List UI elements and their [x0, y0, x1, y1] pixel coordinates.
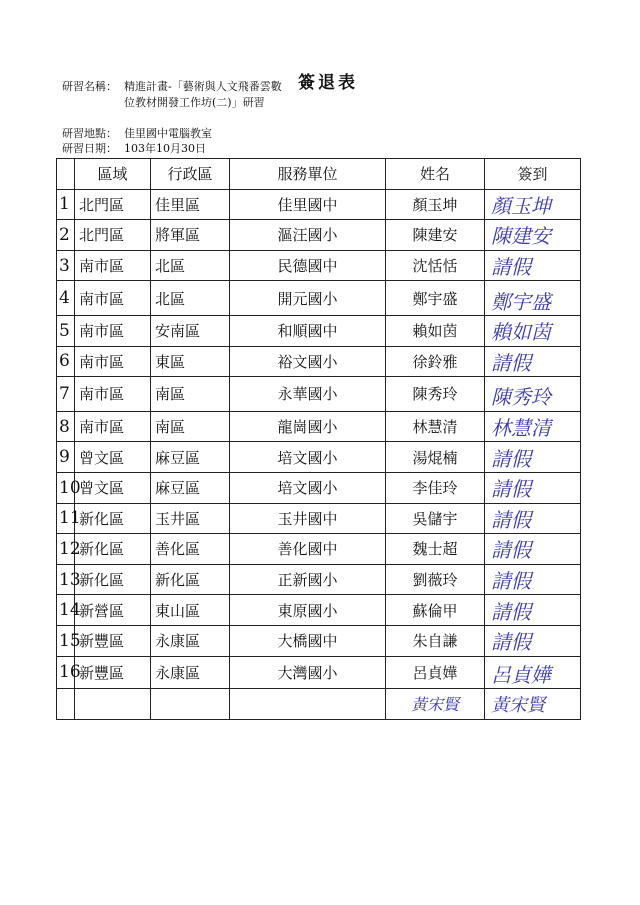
row-number: 7: [57, 377, 75, 412]
name-cell: 鄭宇盛: [386, 281, 485, 316]
signature-cell: 呂貞嬅: [485, 656, 581, 689]
district-cell: 善化區: [151, 534, 230, 565]
course-date: [62, 142, 206, 156]
table-row: [57, 534, 581, 565]
row-number: 10: [57, 472, 75, 503]
name-cell: 李佳玲: [386, 472, 485, 503]
name-cell: 呂貞嬅: [386, 656, 485, 689]
name-cell: 林慧清: [386, 411, 485, 442]
area-cell: 曾文區: [75, 442, 151, 473]
col-header-name: 姓名: [386, 159, 485, 190]
empty-cell: [151, 689, 230, 720]
name-cell: 徐鈴雅: [386, 346, 485, 377]
signature-cell: 陳秀玲: [485, 377, 581, 412]
unit-cell: 正新國小: [230, 564, 386, 595]
signature-cell: 請假: [485, 346, 581, 377]
table-row: [57, 281, 581, 316]
row-number: 1: [57, 189, 75, 220]
district-cell: 北區: [151, 281, 230, 316]
table-row: [57, 411, 581, 442]
name-cell: 朱自謙: [386, 625, 485, 656]
table-header-row: [57, 159, 581, 190]
row-number: 4: [57, 281, 75, 316]
course-date-value: 103年10月30日: [124, 142, 206, 155]
unit-cell: 東原國小: [230, 595, 386, 626]
signout-table: [56, 158, 581, 720]
district-cell: 北區: [151, 250, 230, 281]
table-row: [57, 564, 581, 595]
signature-cell: 請假: [485, 595, 581, 626]
empty-cell: [230, 689, 386, 720]
district-cell: 佳里區: [151, 189, 230, 220]
table-row: [57, 472, 581, 503]
course-name-label: 研習名稱：: [62, 80, 117, 93]
area-cell: 南市區: [75, 411, 151, 442]
row-number: 8: [57, 411, 75, 442]
course-name-line2: 位教材開發工作坊(二)」研習: [124, 96, 265, 109]
area-cell: 北門區: [75, 189, 151, 220]
col-header-area: 區域: [75, 159, 151, 190]
unit-cell: 大灣國小: [230, 656, 386, 689]
empty-cell: [57, 689, 75, 720]
unit-cell: 永華國小: [230, 377, 386, 412]
course-date-label: 研習日期：: [62, 142, 117, 155]
name-cell: 賴如茵: [386, 315, 485, 346]
unit-cell: 開元國小: [230, 281, 386, 316]
area-cell: 南市區: [75, 315, 151, 346]
district-cell: 麻豆區: [151, 472, 230, 503]
area-cell: 南市區: [75, 281, 151, 316]
area-cell: 新豐區: [75, 625, 151, 656]
unit-cell: 大橋國中: [230, 625, 386, 656]
signature-cell: 鄭宇盛: [485, 281, 581, 316]
row-number: 9: [57, 442, 75, 473]
col-header-unit: 服務單位: [230, 159, 386, 190]
table-row: [57, 250, 581, 281]
unit-cell: 民德國中: [230, 250, 386, 281]
row-number: 14: [57, 595, 75, 626]
col-header-number: [57, 159, 75, 190]
table-row: [57, 656, 581, 689]
row-number: 5: [57, 315, 75, 346]
table-row: [57, 442, 581, 473]
area-cell: 南市區: [75, 346, 151, 377]
area-cell: 北門區: [75, 220, 151, 251]
unit-cell: 培文國小: [230, 472, 386, 503]
row-number: 13: [57, 564, 75, 595]
unit-cell: 龍崗國小: [230, 411, 386, 442]
district-cell: 麻豆區: [151, 442, 230, 473]
row-number: 12: [57, 534, 75, 565]
col-header-sign: 簽到: [485, 159, 581, 190]
unit-cell: 培文國小: [230, 442, 386, 473]
table-row: [57, 346, 581, 377]
page-title: 簽退表: [298, 73, 358, 93]
area-cell: 南市區: [75, 377, 151, 412]
row-number: 3: [57, 250, 75, 281]
signature-cell: 請假: [485, 442, 581, 473]
table-row: [57, 315, 581, 346]
district-cell: 將軍區: [151, 220, 230, 251]
unit-cell: 玉井國中: [230, 503, 386, 534]
name-cell: 魏士超: [386, 534, 485, 565]
name-cell: 顏玉坤: [386, 189, 485, 220]
name-cell: 吳儲宇: [386, 503, 485, 534]
signature-cell: 請假: [485, 472, 581, 503]
area-cell: 曾文區: [75, 472, 151, 503]
district-cell: 安南區: [151, 315, 230, 346]
district-cell: 玉井區: [151, 503, 230, 534]
district-cell: 東山區: [151, 595, 230, 626]
signature-cell: 請假: [485, 250, 581, 281]
col-header-district: 行政區: [151, 159, 230, 190]
name-cell: 陳秀玲: [386, 377, 485, 412]
signature-cell: 賴如茵: [485, 315, 581, 346]
course-place: [62, 127, 212, 141]
table-row: [57, 189, 581, 220]
district-cell: 東區: [151, 346, 230, 377]
district-cell: 新化區: [151, 564, 230, 595]
table-row: [57, 503, 581, 534]
table-row-extra: [57, 689, 581, 720]
table-row: [57, 595, 581, 626]
empty-cell: [75, 689, 151, 720]
signature-cell: 林慧清: [485, 411, 581, 442]
signature-cell: 顏玉坤: [485, 189, 581, 220]
area-cell: 新化區: [75, 534, 151, 565]
course-name: [62, 80, 282, 94]
signature-cell: 請假: [485, 564, 581, 595]
unit-cell: 漚汪國小: [230, 220, 386, 251]
signature-cell: 請假: [485, 534, 581, 565]
signature-cell: 請假: [485, 625, 581, 656]
area-cell: 南市區: [75, 250, 151, 281]
unit-cell: 裕文國小: [230, 346, 386, 377]
course-place-label: 研習地點：: [62, 127, 117, 140]
signature-cell: 陳建安: [485, 220, 581, 251]
district-cell: 南區: [151, 411, 230, 442]
name-cell: 陳建安: [386, 220, 485, 251]
extra-signature-cell: 黃宋賢: [485, 689, 581, 720]
area-cell: 新化區: [75, 503, 151, 534]
unit-cell: 和順國中: [230, 315, 386, 346]
table-row: [57, 220, 581, 251]
unit-cell: 善化國中: [230, 534, 386, 565]
area-cell: 新化區: [75, 564, 151, 595]
course-place-value: 佳里國中電腦教室: [124, 127, 212, 140]
name-cell: 劉薇玲: [386, 564, 485, 595]
name-cell: 沈恬恬: [386, 250, 485, 281]
district-cell: 永康區: [151, 625, 230, 656]
table-row: [57, 625, 581, 656]
name-cell: 蘇倫甲: [386, 595, 485, 626]
signature-cell: 請假: [485, 503, 581, 534]
row-number: 6: [57, 346, 75, 377]
row-number: 15: [57, 625, 75, 656]
district-cell: 永康區: [151, 656, 230, 689]
row-number: 2: [57, 220, 75, 251]
course-name-line1: 精進計畫-「藝術與人文飛番雲數: [124, 80, 282, 93]
area-cell: 新豐區: [75, 656, 151, 689]
name-cell: 湯焜楠: [386, 442, 485, 473]
unit-cell: 佳里國中: [230, 189, 386, 220]
row-number: 11: [57, 503, 75, 534]
row-number: 16: [57, 656, 75, 689]
area-cell: 新營區: [75, 595, 151, 626]
extra-name-cell: 黃宋賢: [386, 689, 485, 720]
district-cell: 南區: [151, 377, 230, 412]
table-row: [57, 377, 581, 412]
